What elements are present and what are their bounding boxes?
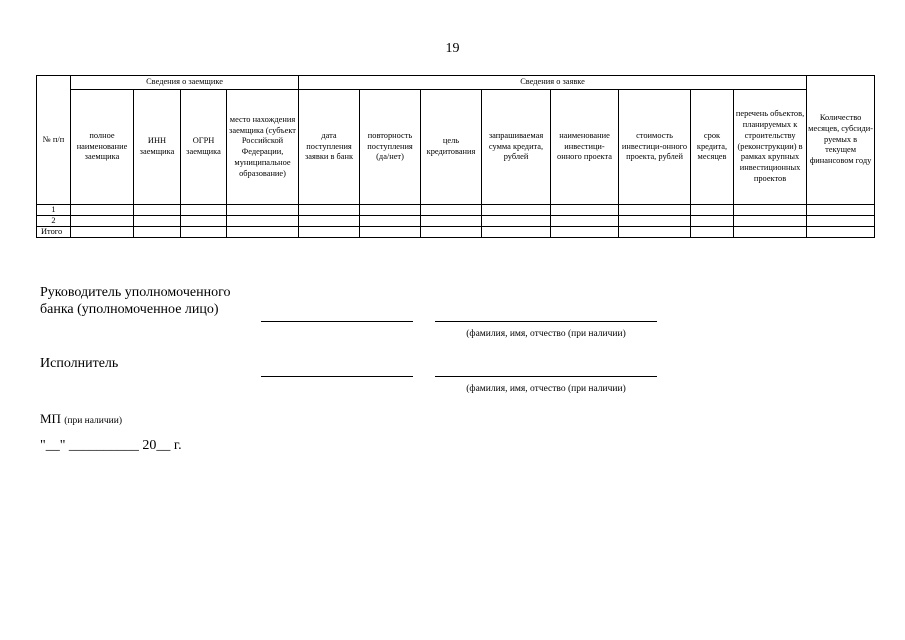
table-row xyxy=(37,205,875,216)
head-signatory-label xyxy=(40,284,230,318)
header-group-application: Сведения о заявке xyxy=(299,76,807,90)
header-repeat: повторность поступления (да/нет) xyxy=(360,90,421,205)
date-line: "__" __________ 20__ г. xyxy=(40,438,182,453)
head-name-line xyxy=(435,321,657,322)
table-group-header-row xyxy=(37,76,875,90)
executor-label: Исполнитель xyxy=(40,356,119,371)
head-signatory-label-line1: Руководитель уполномоченного xyxy=(40,285,231,300)
table-total-row xyxy=(37,227,875,238)
stamp-note: (при наличии) xyxy=(64,416,122,426)
header-application-date: дата поступления заявки в банк xyxy=(299,90,360,205)
page-number: 19 xyxy=(445,41,460,56)
head-signatory-label-line2: банка (уполномоченное лицо) xyxy=(40,302,219,317)
row-number: 2 xyxy=(37,216,71,227)
header-full-name: полное наименование заемщика xyxy=(71,90,134,205)
application-register-table xyxy=(36,75,875,238)
row-number: 1 xyxy=(37,205,71,216)
header-term: срок кредита, месяцев xyxy=(691,90,734,205)
stamp-label: МП xyxy=(40,411,61,426)
header-row-number: № п/п xyxy=(37,76,71,205)
header-project-name: наименование инвестици-онного проекта xyxy=(551,90,619,205)
head-signature-line xyxy=(261,321,413,322)
table-column-header-row xyxy=(37,90,875,205)
header-ogrn: ОГРН заемщика xyxy=(181,90,227,205)
header-subsidized-months: Количество месяцев, субсиди-руемых в текущем финансовом году xyxy=(807,76,875,205)
header-project-cost: стоимость инвестици-онного проекта, рублей xyxy=(619,90,691,205)
header-objects: перечень объектов, планируемых к строительству (реконструкции) в рамках крупных инвестиционных проектов xyxy=(734,90,807,205)
stamp-placeholder xyxy=(40,411,122,427)
executor-signature-line xyxy=(261,376,413,377)
table-row xyxy=(37,216,875,227)
header-amount: запрашиваемая сумма кредита, рублей xyxy=(482,90,551,205)
row-total-label: Итого xyxy=(37,227,71,238)
head-name-hint: (фамилия, имя, отчество (при наличии) xyxy=(466,329,626,339)
executor-name-hint: (фамилия, имя, отчество (при наличии) xyxy=(466,384,626,394)
header-inn: ИНН заемщика xyxy=(134,90,181,205)
header-purpose: цель кредитования xyxy=(421,90,482,205)
header-location: место нахождения заемщика (субъект Российской Федерации, муниципальное образование) xyxy=(227,90,299,205)
header-group-borrower: Сведения о заемщике xyxy=(71,76,299,90)
executor-name-line xyxy=(435,376,657,377)
